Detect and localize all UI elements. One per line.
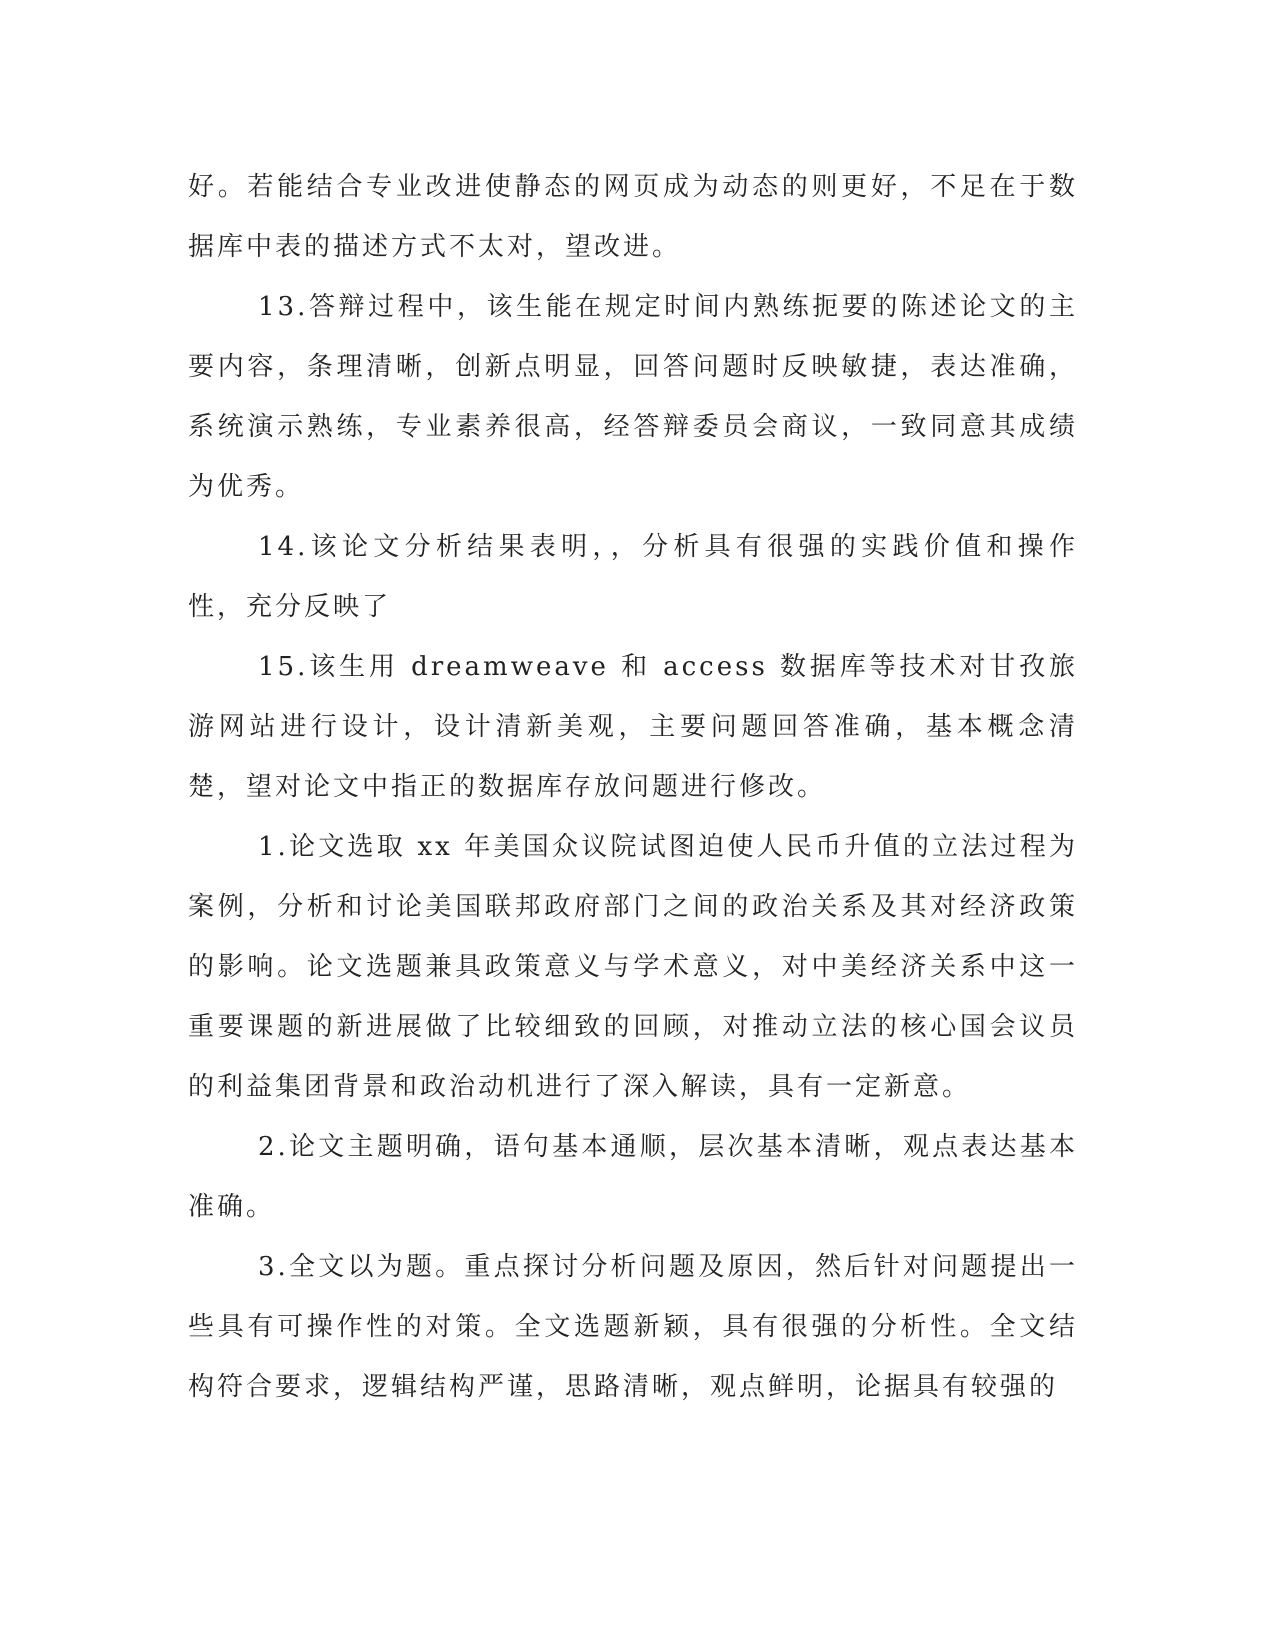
paragraph-item-1: 1.论文选取 xx 年美国众议院试图迫使人民币升值的立法过程为案例，分析和讨论美国联邦政府部门之间的政治关系及其对经济政策的影响。论文选题兼具政策意义与学术意义，对中美经济关系中这一重要课题的新进展做了比较细致的回顾，对推动立法的核心国会议员的利益集团背景和政治动机进行了深入解读，具有一定新意。: [188, 832, 1078, 1102]
paragraph-continuation: 好。若能结合专业改进使静态的网页成为动态的则更好，不足在于数据库中表的描述方式不太对，望改进。: [188, 172, 1078, 262]
paragraph-item-15: 15.该生用 dreamweave 和 access 数据库等技术对甘孜旅游网站进行设计，设计清新美观，主要问题回答准确，基本概念清楚，望对论文中指正的数据库存放问题进行修改。: [188, 652, 1078, 802]
paragraph-item-2: 2.论文主题明确，语句基本通顺，层次基本清晰，观点表达基本准确。: [188, 1132, 1078, 1222]
document-body: [188, 157, 1078, 1417]
paragraph-item-3: 3.全文以为题。重点探讨分析问题及原因，然后针对问题提出一些具有可操作性的对策。全文选题新颖，具有很强的分析性。全文结构符合要求，逻辑结构严谨，思路清晰，观点鲜明，论据具有较强的: [188, 1252, 1078, 1402]
paragraph-item-13: 13.答辩过程中，该生能在规定时间内熟练扼要的陈述论文的主要内容，条理清晰，创新点明显，回答问题时反映敏捷，表达准确，系统演示熟练，专业素养很高，经答辩委员会商议，一致同意其成绩为优秀。: [188, 292, 1078, 502]
paragraph-item-14: 14.该论文分析结果表明，，分析具有很强的实践价值和操作性，充分反映了: [188, 532, 1078, 622]
